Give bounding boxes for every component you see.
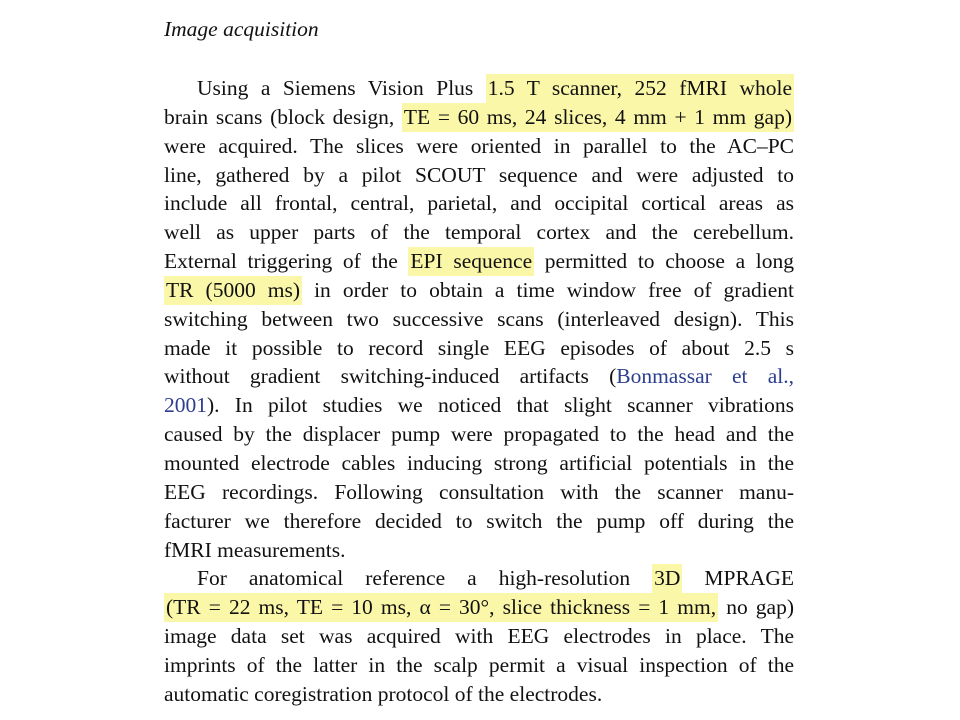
paragraph-2-line-3: image data set was acquired with EEG electrodes in place. The bbox=[164, 624, 794, 649]
citation-link[interactable]: Bonmassar et al., bbox=[616, 364, 794, 389]
text-run: permitted to choose a long bbox=[534, 249, 794, 274]
paragraph-1-line-17: fMRI measurements. bbox=[164, 537, 346, 562]
paragraph-1-line-15: EEG recordings. Following consultation with the scanner manu- bbox=[164, 479, 794, 504]
paragraph-1-line-16: facturer we therefore decided to switch the pump off during the bbox=[164, 508, 794, 533]
highlighted-text: 3D bbox=[652, 564, 682, 593]
text-run: For anatomical reference a high-resolution bbox=[197, 566, 653, 591]
highlighted-text: (TR = 22 ms, TE = 10 ms, α = 30°, slice thickness = 1 mm, bbox=[164, 593, 718, 622]
text-run: no gap) bbox=[718, 595, 795, 620]
paragraph-1-line-5: include all frontal, central, parietal, and occipital cortical areas as bbox=[164, 191, 794, 216]
paragraph-1-line-8 bbox=[164, 276, 794, 305]
paragraph-2-line-4: imprints of the latter in the scalp permit a visual inspection of the bbox=[164, 652, 794, 677]
highlighted-text: TR (5000 ms) bbox=[164, 276, 302, 305]
paragraph-2-line-5: automatic coregistration protocol of the electrodes. bbox=[164, 681, 603, 706]
paragraph-2-line-1 bbox=[164, 564, 794, 593]
paragraph-2-line-2 bbox=[164, 593, 794, 622]
text-run: in order to obtain a time window free of gradient bbox=[302, 277, 794, 302]
text-run: MPRAGE bbox=[682, 566, 794, 591]
citation-link[interactable]: 2001 bbox=[164, 393, 207, 418]
text-run: Using a Siemens Vision Plus bbox=[197, 76, 486, 100]
highlighted-text: TE = 60 ms, 24 slices, 4 mm + 1 mm gap) bbox=[402, 103, 794, 132]
paragraph-1-line-12 bbox=[164, 391, 794, 420]
paragraph-1-line-10: made it possible to record single EEG episodes of about 2.5 s bbox=[164, 335, 794, 360]
paragraph-1-line-6: well as upper parts of the temporal cortex and the cerebellum. bbox=[164, 220, 794, 245]
paragraph-1-line-7 bbox=[164, 247, 794, 276]
paragraph-1-line-1 bbox=[164, 74, 794, 103]
paragraph-1-line-14: mounted electrode cables inducing strong artificial potentials in the bbox=[164, 450, 794, 475]
paragraph-1-line-2 bbox=[164, 103, 794, 132]
paragraph-1-line-4: line, gathered by a pilot SCOUT sequence and were adjusted to bbox=[164, 162, 794, 187]
text-run: without gradient switching-induced artifacts ( bbox=[164, 364, 617, 389]
highlighted-text: 1.5 T scanner, 252 fMRI whole bbox=[486, 74, 794, 103]
text-run: brain scans (block design, bbox=[164, 104, 402, 129]
highlighted-text: EPI sequence bbox=[408, 247, 534, 276]
paragraph-1-line-13: caused by the displacer pump were propagated to the head and the bbox=[164, 422, 794, 447]
text-run: ). In pilot studies we noticed that slight scanner vibrations bbox=[207, 393, 794, 418]
body-text bbox=[164, 74, 794, 709]
paragraph-1-line-3: were acquired. The slices were oriented in parallel to the AC–PC bbox=[164, 133, 794, 158]
paragraph-1-line-11 bbox=[164, 362, 794, 391]
text-run: External triggering of the bbox=[164, 249, 409, 274]
section-heading: Image acquisition bbox=[164, 17, 319, 41]
paragraph-1-line-9: switching between two successive scans (interleaved design). This bbox=[164, 306, 794, 331]
